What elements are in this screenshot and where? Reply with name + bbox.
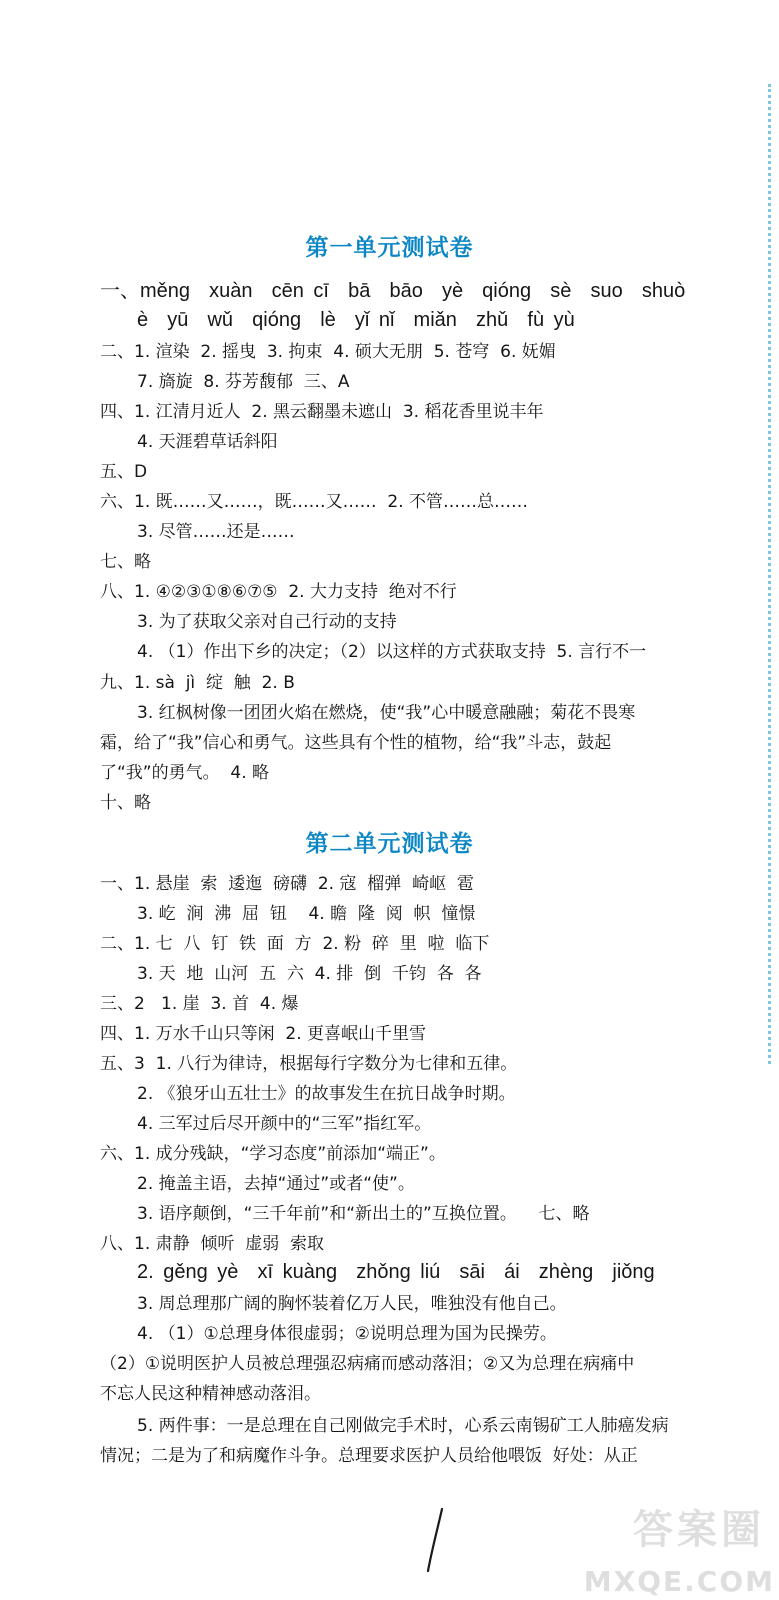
answer-line: 七、略 [100,552,151,572]
answer-line: 九、1. sà jì 绽 触 2. B [100,673,295,693]
answer-line: 4. 天涯碧草话斜阳 [137,432,278,452]
answer-line: 3. 屹 涧 沸 屈 钮 4. 瞻 隆 阅 帜 憧憬 [137,904,476,924]
answer-line: 霜，给了“我”信心和勇气。这些具有个性的植物，给“我”斗志，鼓起 [100,733,612,753]
answer-line: 一、měng xuàn cēn cī bā bāo yè qióng sè suo shuò [100,280,686,302]
page-edge-decoration [763,84,771,1064]
answer-line: 2. 《狼牙山五壮士》的故事发生在抗日战争时期。 [137,1084,516,1104]
watermark-url: MXQE.COM [583,1565,775,1598]
answer-line: 了“我”的勇气。 4. 略 [100,763,270,783]
answer-line: 7. 旖旋 8. 芬芳馥郁 三、A [137,372,350,392]
answer-line: 3. 红枫树像一团团火焰在燃烧，使“我”心中暖意融融；菊花不畏寒 [137,703,636,723]
answer-line: 十、略 [100,793,151,813]
answer-line: 3. 尽管……还是…… [137,522,295,542]
section-title-unit-2: 第二单元测试卷 [305,831,474,857]
answer-line: 3. 周总理那广阔的胸怀装着亿万人民，唯独没有他自己。 [137,1294,567,1314]
watermark-logo [569,1490,779,1600]
handwritten-stroke-mark [422,1505,450,1575]
answer-line: è yū wǔ qióng lè yǐ nǐ miǎn zhǔ fù yù [137,309,575,331]
answer-line: 2. gěng yè xī kuàng zhǒng liú sāi ái zhèng jiǒng [137,1261,655,1283]
answer-line: 五、D [100,462,148,482]
answer-line: 六、1. 既……又……，既……又…… 2. 不管……总…… [100,492,529,512]
answer-line: 情况；二是为了和病魔作斗争。总理要求医护人员给他喂饭 好处：从正 [100,1446,638,1466]
answer-line: 四、1. 江清月近人 2. 黑云翻墨未遮山 3. 稻花香里说丰年 [100,402,544,422]
answer-line: 八、1. 肃静 倾听 虚弱 索取 [100,1234,325,1254]
answer-line: 三、2 1. 崖 3. 首 4. 爆 [100,994,299,1014]
answer-line: 2. 掩盖主语，去掉“通过”或者“使”。 [137,1174,415,1194]
answer-line: 二、1. 七 八 钉 铁 面 方 2. 粉 碎 里 啦 临下 [100,934,490,954]
answer-line: 4. 三军过后尽开颜中的“三军”指红军。 [137,1114,432,1134]
watermark-text: 答案圈 [633,1507,765,1553]
answer-line: 4. （1）①总理身体很虚弱；②说明总理为国为民操劳。 [137,1324,557,1344]
answer-line: 3. 天 地 山河 五 六 4. 排 倒 千钧 各 各 [137,964,482,984]
answer-line: （2）①说明医护人员被总理强忍病痛而感动落泪；②又为总理在病痛中 [100,1354,635,1374]
section-title-unit-1: 第一单元测试卷 [305,235,474,261]
answer-line: 四、1. 万水千山只等闲 2. 更喜岷山千里雪 [100,1024,427,1044]
answer-line: 不忘人民这种精神感动落泪。 [100,1384,321,1404]
answer-line: 二、1. 渲染 2. 摇曳 3. 拘束 4. 硕大无朋 5. 苍穹 6. 妩媚 [100,342,556,362]
answer-line: 六、1. 成分残缺，“学习态度”前添加“端正”。 [100,1144,446,1164]
answer-line: 4. （1）作出下乡的决定；（2）以这样的方式获取支持 5. 言行不一 [137,642,647,662]
answer-line: 3. 语序颠倒，“三千年前”和“新出土的”互换位置。 七、略 [137,1204,590,1224]
answer-line: 一、1. 悬崖 索 逶迤 磅礴 2. 寇 榴弹 崎岖 雹 [100,874,474,894]
answer-line: 5. 两件事：一是总理在自己刚做完手术时，心系云南锡矿工人肺癌发病 [137,1416,669,1436]
answer-line: 五、3 1. 八行为律诗，根据每行字数分为七律和五律。 [100,1054,518,1074]
answer-line: 八、1. ④②③①⑧⑥⑦⑤ 2. 大力支持 绝对不行 [100,582,457,602]
answer-line: 3. 为了获取父亲对自己行动的支持 [137,612,397,632]
